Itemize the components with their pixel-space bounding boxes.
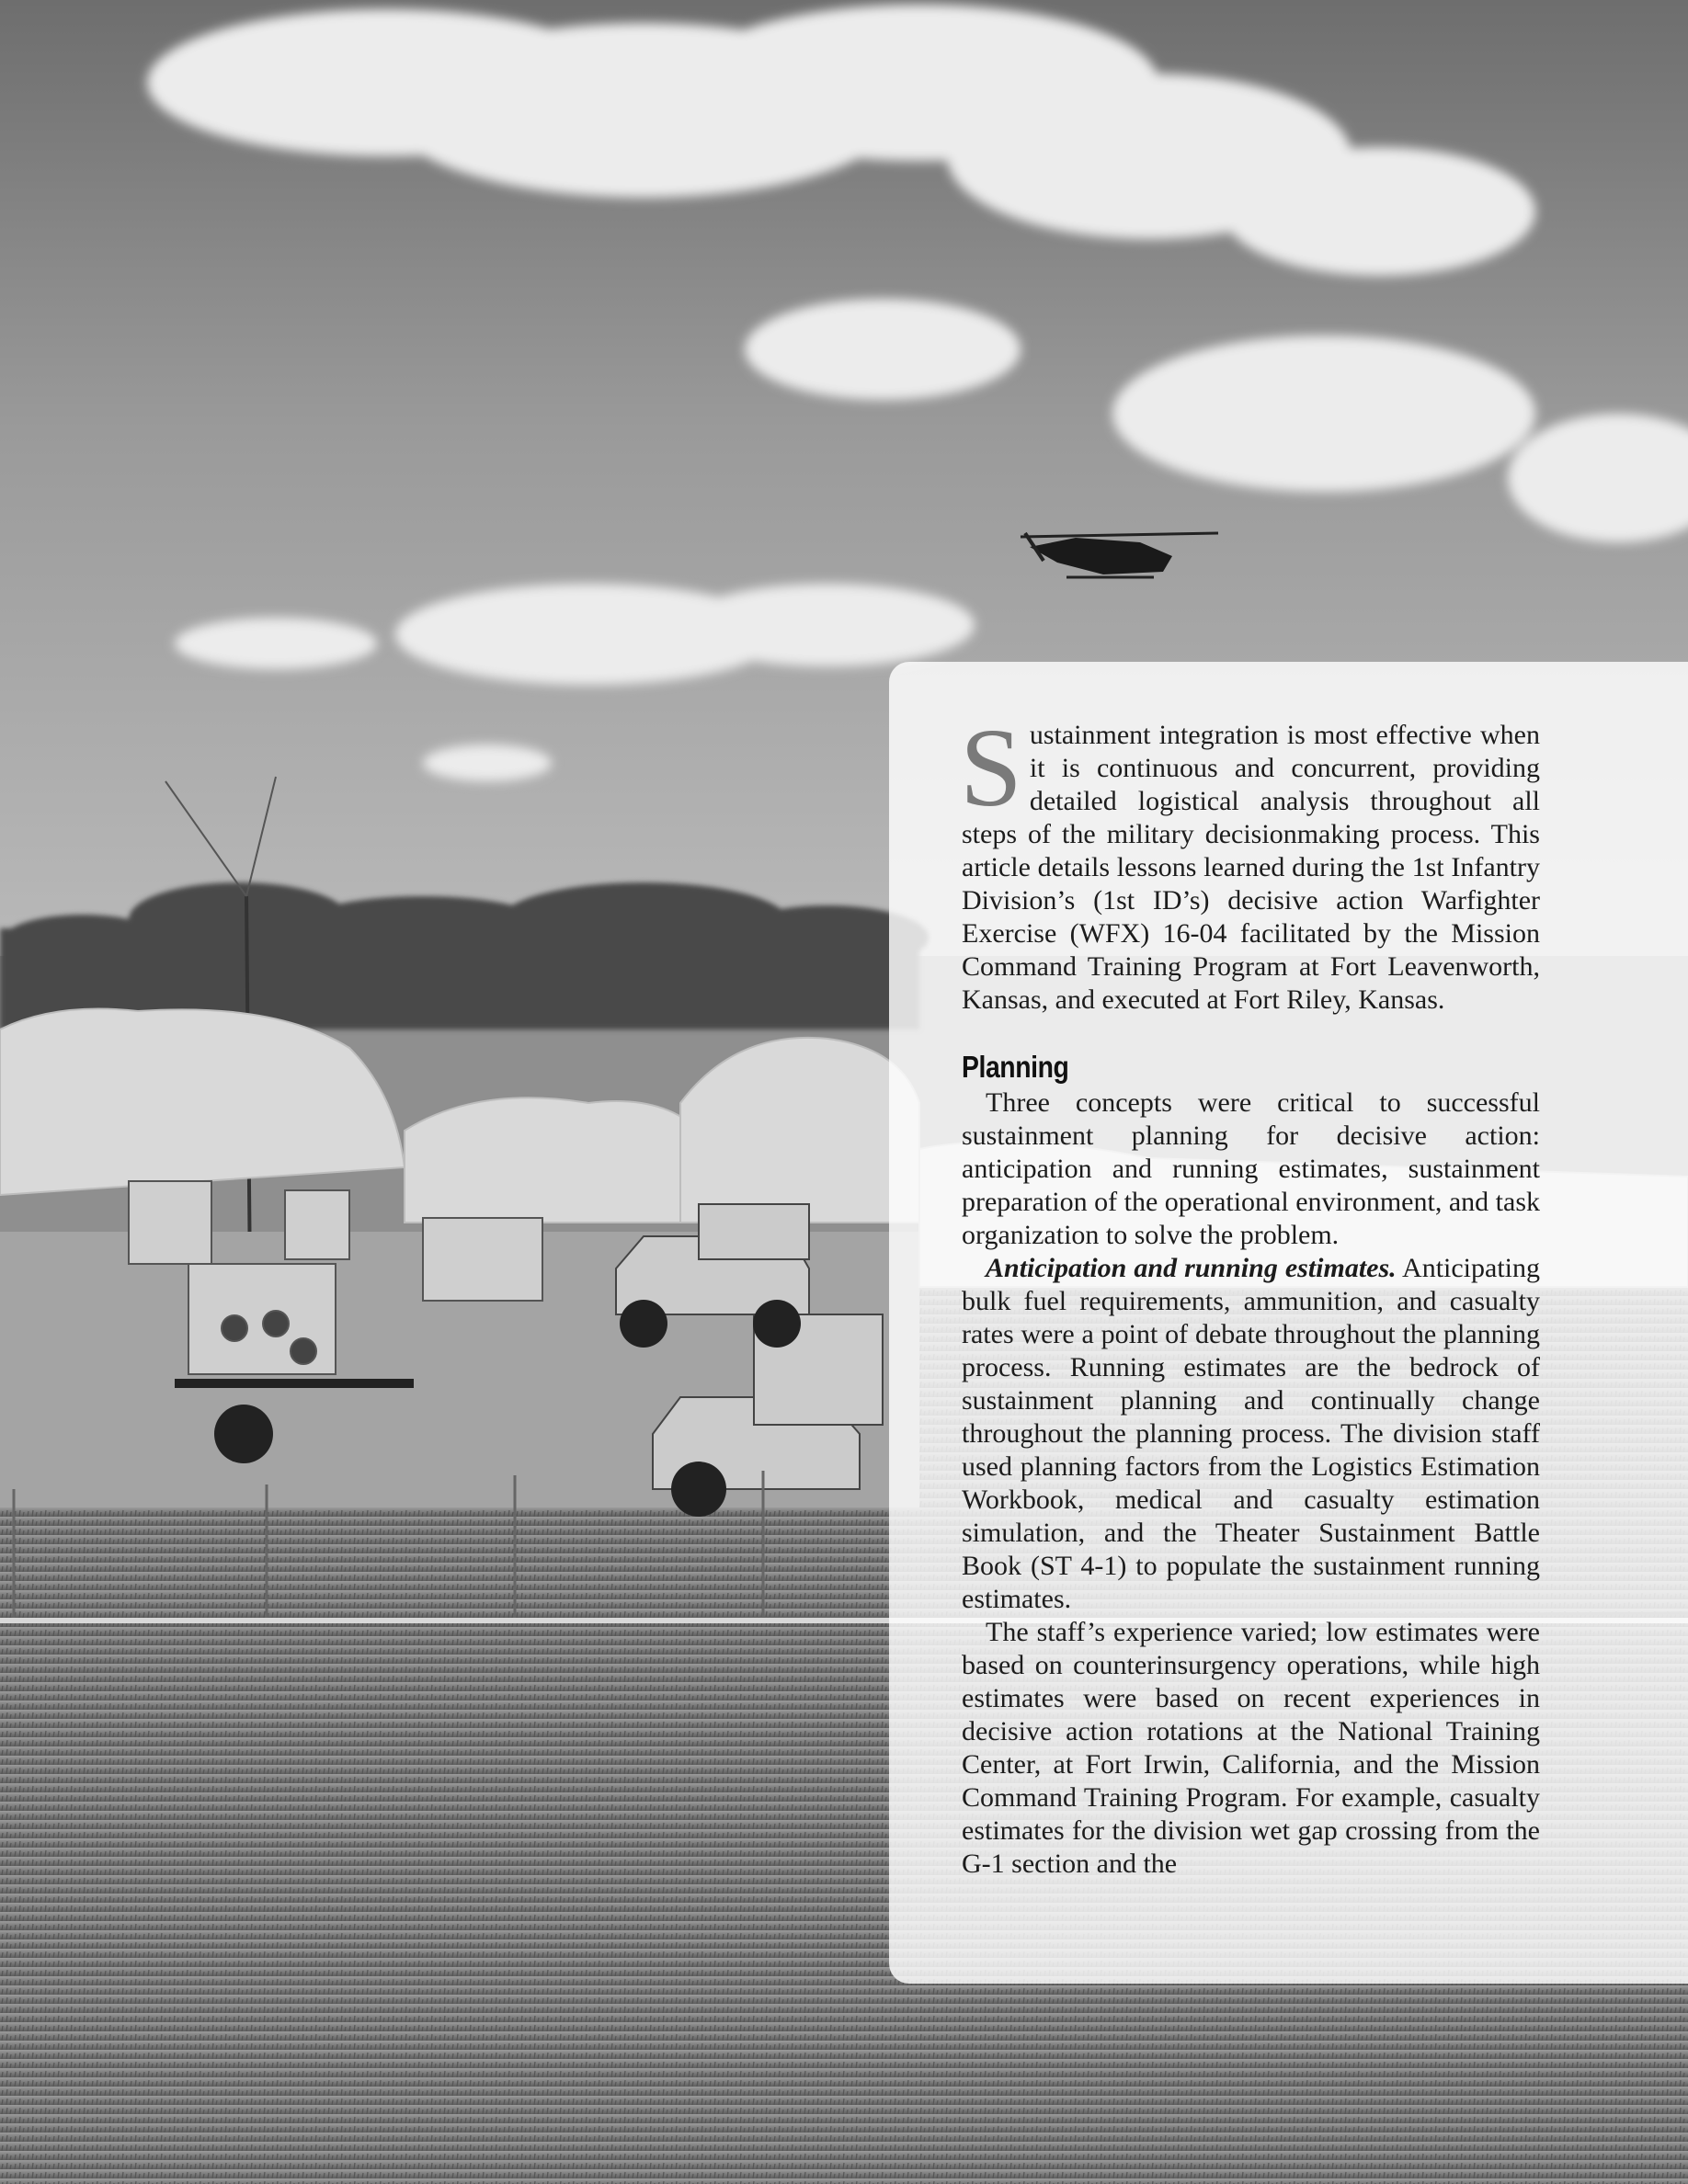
intro-text: ustainment integration is most effective when it is continuous and concurrent, providing detailed logistical analysis throughout all steps of the military decisionmaking process. This article details lessons learned during the 1st Infantry Division’s (1st ID’s) decisive action Warfighter Exercise (WFX) 16-04 facilitated by the Mission Command Training Program at Fort Leavenworth, Kansas, and executed at Fort Riley, Kansas.	[962, 720, 1540, 1015]
article-body	[960, 706, 1540, 1881]
run-in-heading: Anticipation and running estimates.	[986, 1253, 1397, 1283]
section-heading-planning: Planning	[962, 1050, 1069, 1084]
experience-paragraph: The staff’s experience varied; low estimates were based on counterinsurgency operations, while high estimates were based on recent experiences in decisive action rotations at the National Training Center, at Fort Irwin, California, and the Mission Command Training Program. For example, casualty estimates for the division wet gap crossing from the G-1 section and the	[962, 1617, 1540, 1879]
drop-cap: S	[960, 706, 1022, 830]
article-text-panel	[889, 662, 1688, 1984]
estimates-text: Anticipating bulk fuel requirements, ammunition, and casualty rates were a point of debate throughout the planning process. Running estimates are the bedrock of sustainment planning and continually change throughout the planning process. The division staff used planning factors from the Logistics Estimation Workbook, medical and casualty estimation simulation, and the Theater Sustainment Battle Book (ST 4-1) to populate the sustainment running estimates.	[962, 1253, 1540, 1614]
estimates-paragraph	[962, 1252, 1540, 1616]
planning-paragraph: Three concepts were critical to successful sustainment planning for decisive action: anticipation and running estimates, sustainment preparation of the operational environment, and task organization to solve the problem.	[962, 1087, 1540, 1250]
intro-paragraph	[960, 706, 1540, 1017]
